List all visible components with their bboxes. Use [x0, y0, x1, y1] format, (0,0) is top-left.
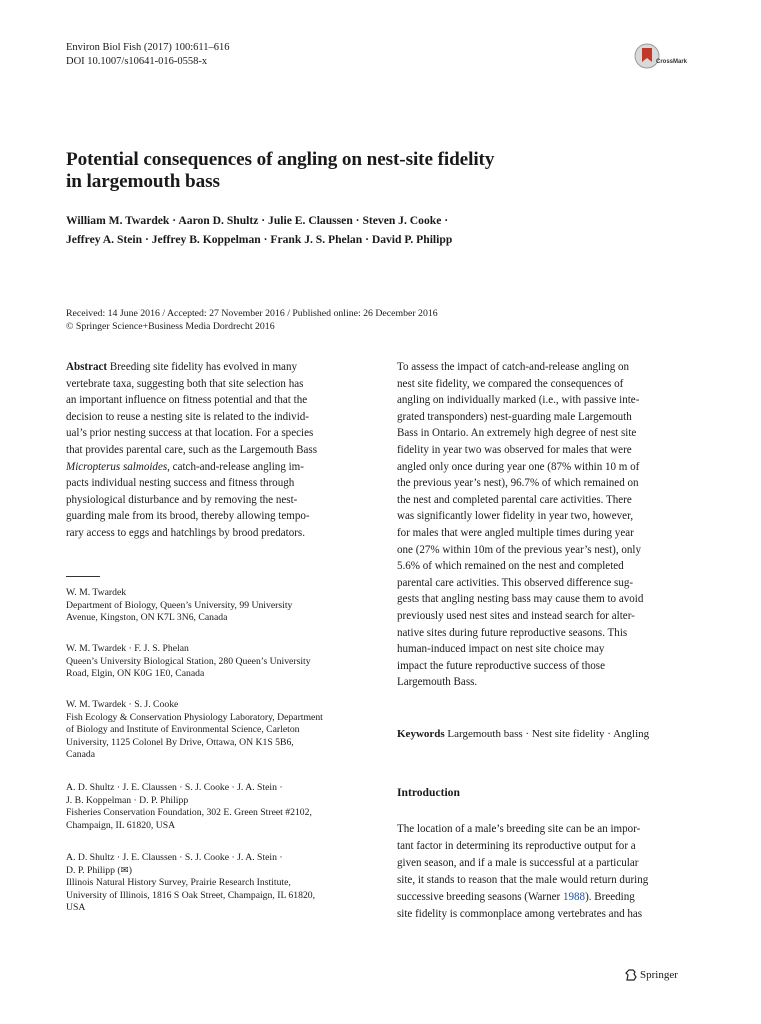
abstract-line: impact the future reproductive success of those — [397, 659, 605, 672]
abstract-line: for males that were angled multiple times during year — [397, 526, 634, 539]
abstract-line: vertebrate taxa, suggesting both that site selection has — [66, 377, 304, 390]
keywords — [397, 727, 649, 741]
title-line: in largemouth bass — [66, 171, 220, 192]
introduction-line: tant factor in determining its reproductive output for a — [397, 840, 636, 852]
affiliation-authors: W. M. Twardek — [66, 587, 127, 598]
publication-history — [66, 307, 438, 333]
affiliation-block — [66, 852, 366, 915]
paper-title — [66, 149, 626, 193]
abstract-line: To assess the impact of catch-and-release angling on — [397, 361, 630, 373]
publisher-name: Springer — [640, 969, 678, 981]
author-line: William M. Twardek · Aaron D. Shultz · Julie E. Claussen · Steven J. Cooke · — [66, 214, 449, 227]
abstract-line: physiological disturbance and by removing the nest- — [66, 493, 298, 506]
affiliation-block — [66, 699, 366, 762]
affiliation-address-line: Road, Elgin, ON K0G 1E0, Canada — [66, 668, 205, 680]
abstract-line: one (27% within 10m of the previous year’s nest), only — [397, 543, 642, 556]
abstract-line: the previous year’s nest), 96.7% of which remained on — [397, 477, 639, 490]
affiliation-address-line: Fish Ecology & Conservation Physiology Laboratory, Department — [66, 711, 323, 723]
introduction-line: successive breeding seasons (Warner 1988). Breeding — [397, 891, 635, 903]
affiliation-address-line: University, 1125 Colonel By Drive, Ottawa, ON K1S 5B6, — [66, 736, 294, 748]
affiliation-address-line: D. P. Philipp (✉) — [66, 864, 132, 876]
abstract-line: human-induced impact on nest site choice may — [397, 643, 605, 656]
affiliation-authors: A. D. Shultz · J. E. Claussen · S. J. Cooke · J. A. Stein · — [66, 782, 283, 793]
author-line: Jeffrey A. Stein · Jeffrey B. Koppelman · Frank J. S. Phelan · David P. Philipp — [66, 233, 453, 246]
affiliation-address-line: Illinois Natural History Survey, Prairie Research Institute, — [66, 877, 291, 889]
introduction-line: site fidelity is commonplace among vertebrates and has — [397, 908, 643, 920]
author-list — [66, 211, 452, 249]
affiliation-address-line: Department of Biology, Queen’s University, 99 University — [66, 599, 293, 611]
crossmark-icon — [634, 43, 660, 69]
abstract-line: angled only once during year one (87% within 10 m of — [397, 460, 640, 473]
abstract-line: grated transponders) nest-guarding male Largemouth — [397, 410, 632, 423]
affiliation-authors: W. M. Twardek · S. J. Cooke — [66, 699, 179, 710]
abstract-right — [397, 359, 697, 691]
affiliation-address-line: University of Illinois, 1816 S Oak Street, Champaign, IL 61820, — [66, 889, 316, 901]
affiliation-authors: W. M. Twardek · F. J. S. Phelan — [66, 643, 189, 654]
introduction-line: The location of a male’s breeding site can be an impor- — [397, 823, 641, 835]
affiliation-address-line: Champaign, IL 61820, USA — [66, 819, 176, 831]
abstract-line: Micropterus salmoides, catch-and-release angling im- — [66, 460, 304, 473]
affiliation-address-line: Queen’s University Biological Station, 280 Queen’s University — [66, 655, 311, 667]
abstract-line: was significantly lower fidelity in year two, however, — [397, 510, 634, 523]
abstract-line: ual’s prior nesting success at that location. For a species — [66, 427, 314, 440]
introduction-line: site, it stands to reason that the male would return during — [397, 874, 649, 886]
abstract-line: Largemouth Bass. — [397, 676, 478, 689]
title-line: Potential consequences of angling on nest-site fidelity — [66, 149, 495, 170]
abstract-line: that provides parental care, such as the Largemouth Bass — [66, 443, 318, 456]
abstract-line: the nest and completed parental care activities. There — [397, 493, 632, 506]
introduction-body — [397, 821, 697, 923]
affiliation-address-line: J. B. Koppelman · D. P. Philipp — [66, 794, 189, 806]
abstract-line: pacts individual nesting success and fitness through — [66, 477, 295, 490]
abstract-line: gests that angling nesting bass may cause them to avoid — [397, 593, 644, 606]
affiliation-authors: A. D. Shultz · J. E. Claussen · S. J. Cooke · J. A. Stein · — [66, 852, 283, 863]
abstract-left — [66, 359, 364, 542]
springer-logo — [624, 966, 704, 986]
affiliation-address-line: Avenue, Kingston, ON K7L 3N6, Canada — [66, 612, 228, 624]
abstract-line: guarding male from its brood, thereby allowing tempo- — [66, 510, 310, 523]
abstract-line: fidelity in year two was observed for males that were — [397, 443, 632, 456]
abstract-line: an important influence on fitness potential and that the — [66, 394, 308, 407]
abstract-line: previously used nest sites and instead search for alter- — [397, 609, 635, 622]
abstract-line: Abstract Breeding site fidelity has evolved in many — [66, 361, 298, 373]
section-heading: Introduction — [397, 786, 460, 799]
affiliation-address-line: Canada — [66, 749, 96, 761]
crossmark-label: CrossMark — [656, 59, 688, 65]
affiliation-block — [66, 782, 366, 832]
copyright-line: © Springer Science+Business Media Dordrecht 2016 — [66, 321, 275, 332]
crossmark-badge[interactable] — [634, 42, 696, 72]
abstract-line: nest site fidelity, we compared the consequences of — [397, 377, 624, 390]
affiliation-address-line: of Biology and Institute of Environmental Science, Carleton — [66, 724, 300, 736]
abstract-line: native sites during future reproductive seasons. This — [397, 626, 628, 639]
affiliation-block — [66, 643, 366, 681]
keywords-text: Largemouth bass · Nest site fidelity · Angling — [444, 728, 650, 740]
abstract-line: decision to reuse a nesting site is related to the individ- — [66, 410, 309, 423]
abstract-line: Bass in Ontario. An extremely high degree of nest site — [397, 427, 637, 440]
introduction-line: given season, and if a male is successful at a particular — [397, 857, 639, 869]
abstract-line: angling on individually marked (i.e., with passive inte- — [397, 394, 640, 407]
abstract-heading: Abstract — [66, 361, 108, 373]
keywords-label: Keywords — [397, 728, 445, 740]
doi[interactable]: DOI 10.1007/s10641-016-0558-x — [66, 56, 208, 67]
dates-line: Received: 14 June 2016 / Accepted: 27 November 2016 / Published online: 26 December 2016 — [66, 308, 438, 319]
journal-citation: Environ Biol Fish (2017) 100:611–616 — [66, 42, 230, 53]
springer-horse-icon — [624, 968, 638, 982]
affiliation-divider — [66, 576, 100, 577]
abstract-line: rary access to eggs and hatchlings by brood predators. — [66, 526, 305, 539]
affiliation-block — [66, 587, 366, 625]
abstract-line: 5.6% of which remained on the nest and completed — [397, 560, 624, 573]
affiliation-address-line: USA — [66, 902, 86, 914]
affiliation-address-line: Fisheries Conservation Foundation, 302 E. Green Street #2102, — [66, 807, 312, 819]
abstract-line: parental care activities. This observed difference sug- — [397, 576, 634, 589]
